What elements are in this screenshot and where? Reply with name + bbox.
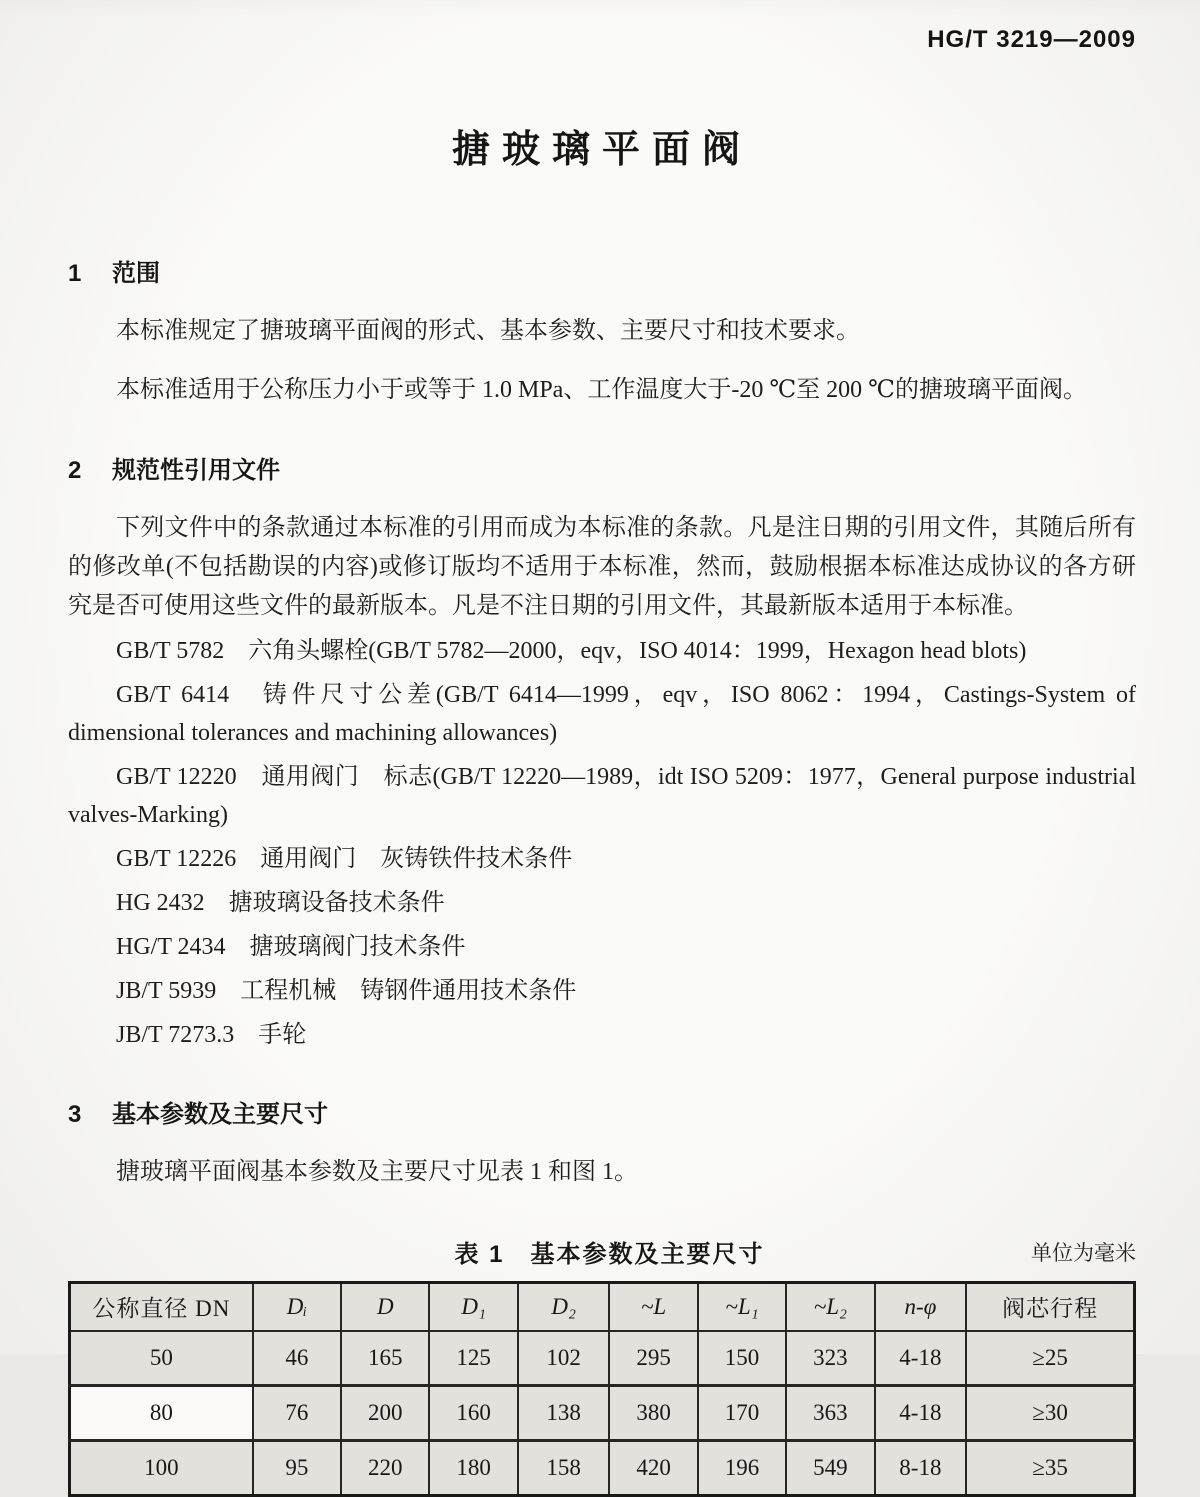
table-row-dn80 (70, 1386, 1135, 1441)
col-header-d: D (341, 1283, 429, 1331)
table-header-row (70, 1283, 1135, 1331)
cell-dn100-n-phi: 8-18 (875, 1441, 967, 1496)
section-1-paragraph-1: 本标准规定了搪玻璃平面阀的形式、基本参数、主要尺寸和技术要求。 (116, 318, 860, 344)
section-2-intro: 下列文件中的条款通过本标准的引用而成为本标准的条款。凡是注日期的引用文件，其随后所有的修改单(不包括勘误的内容)或修订版均不适用于本标准，然而，鼓励根据本标准达成协议的各方研究是否可使用这些文件的最新版本。凡是不注日期的引用文件，其最新版本适用于本标准。 (68, 515, 1136, 619)
section-3-title: 基本参数及主要尺寸 (112, 1101, 328, 1128)
reference-list (68, 632, 1136, 1054)
col-header-d2: D₂ (518, 1283, 610, 1331)
table-row-dn100 (70, 1441, 1135, 1496)
section-1-heading (68, 253, 1136, 288)
cell-dn80-n-phi: 4-18 (875, 1386, 967, 1441)
cell-dn50-d: 165 (341, 1331, 429, 1386)
cell-dn100-d1: 180 (429, 1441, 517, 1496)
reference-item-gbt5782: GB/T 5782 六角头螺栓(GB/T 5782—2000，eqv，ISO 4014：1999，Hexagon head blots) (116, 638, 1027, 664)
col-header-n-phi: n-φ (875, 1283, 967, 1331)
table-row-dn50 (70, 1331, 1135, 1386)
table-caption-row (68, 1234, 1136, 1269)
section-2-heading (68, 450, 1136, 485)
cell-dn50-d2: 102 (518, 1331, 610, 1386)
section-1-number: 1 (68, 260, 82, 287)
cell-dn50-l1: 150 (698, 1331, 786, 1386)
reference-item-gbt12220: GB/T 12220 通用阀门 标志(GB/T 12220—1989，idt ISO 5209：1977，General purpose industrial valves-Marking) (68, 764, 1136, 828)
section-3-heading (68, 1094, 1136, 1129)
cell-dn50-l2: 323 (786, 1331, 874, 1386)
cell-dn50-dn: 50 (70, 1331, 253, 1386)
cell-dn50-l: 295 (609, 1331, 697, 1386)
col-header-stroke: 阀芯行程 (966, 1283, 1134, 1331)
col-header-l2: ~L₂ (786, 1283, 874, 1331)
cell-dn80-d: 200 (341, 1386, 429, 1441)
unit-note: 单位为毫米 (1031, 1241, 1136, 1265)
reference-item-hgt2434: HG/T 2434 搪玻璃阀门技术条件 (116, 934, 466, 960)
cell-dn100-l: 420 (609, 1441, 697, 1496)
cell-dn80-l: 380 (609, 1386, 697, 1441)
cell-dn100-di: 95 (253, 1441, 341, 1496)
doc-number: HG/T 3219—2009 (927, 26, 1136, 53)
col-header-di: Dᵢ (253, 1283, 341, 1331)
section-2-title: 规范性引用文件 (112, 457, 280, 484)
dimensions-table (68, 1281, 1136, 1497)
cell-dn80-di: 76 (253, 1386, 341, 1441)
section-1-title: 范围 (112, 260, 160, 287)
cell-dn80-l1: 170 (698, 1386, 786, 1441)
section-3-paragraph-1: 搪玻璃平面阀基本参数及主要尺寸见表 1 和图 1。 (116, 1159, 638, 1185)
cell-dn80-dn: 80 (70, 1386, 253, 1441)
reference-item-gbt6414: GB/T 6414 铸件尺寸公差(GB/T 6414—1999，eqv，ISO 8062：1994，Castings-System of dimensional tolerances and machining allowances) (68, 682, 1136, 746)
col-header-l1: ~L₁ (698, 1283, 786, 1331)
cell-dn50-stroke: ≥25 (966, 1331, 1134, 1386)
cell-dn100-d2: 158 (518, 1441, 610, 1496)
cell-dn50-di: 46 (253, 1331, 341, 1386)
section-3-number: 3 (68, 1101, 82, 1128)
reference-item-jbt7273: JB/T 7273.3 手轮 (116, 1022, 307, 1048)
doc-title: 搪玻璃平面阀 (451, 129, 752, 171)
cell-dn100-l1: 196 (698, 1441, 786, 1496)
cell-dn80-d1: 160 (429, 1386, 517, 1441)
cell-dn50-n-phi: 4-18 (875, 1331, 967, 1386)
reference-item-jbt5939: JB/T 5939 工程机械 铸钢件通用技术条件 (116, 978, 577, 1004)
reference-item-gbt12226: GB/T 12226 通用阀门 灰铸铁件技术条件 (116, 846, 573, 872)
cell-dn80-stroke: ≥30 (966, 1386, 1134, 1441)
cell-dn50-d1: 125 (429, 1331, 517, 1386)
col-header-d1: D₁ (429, 1283, 517, 1331)
col-header-dn: 公称直径 DN (70, 1283, 253, 1331)
col-header-l: ~L (609, 1283, 697, 1331)
cell-dn100-d: 220 (341, 1441, 429, 1496)
section-1-paragraph-2: 本标准适用于公称压力小于或等于 1.0 MPa、工作温度大于-20 ℃至 200 ℃的搪玻璃平面阀。 (116, 377, 1088, 403)
table-caption: 表 1 基本参数及主要尺寸 (454, 1241, 765, 1268)
reference-item-hg2432: HG 2432 搪玻璃设备技术条件 (116, 890, 445, 916)
cell-dn100-l2: 549 (786, 1441, 874, 1496)
cell-dn100-stroke: ≥35 (966, 1441, 1134, 1496)
cell-dn100-dn: 100 (70, 1441, 253, 1496)
section-2-number: 2 (68, 457, 82, 484)
cell-dn80-l2: 363 (786, 1386, 874, 1441)
cell-dn80-d2: 138 (518, 1386, 610, 1441)
